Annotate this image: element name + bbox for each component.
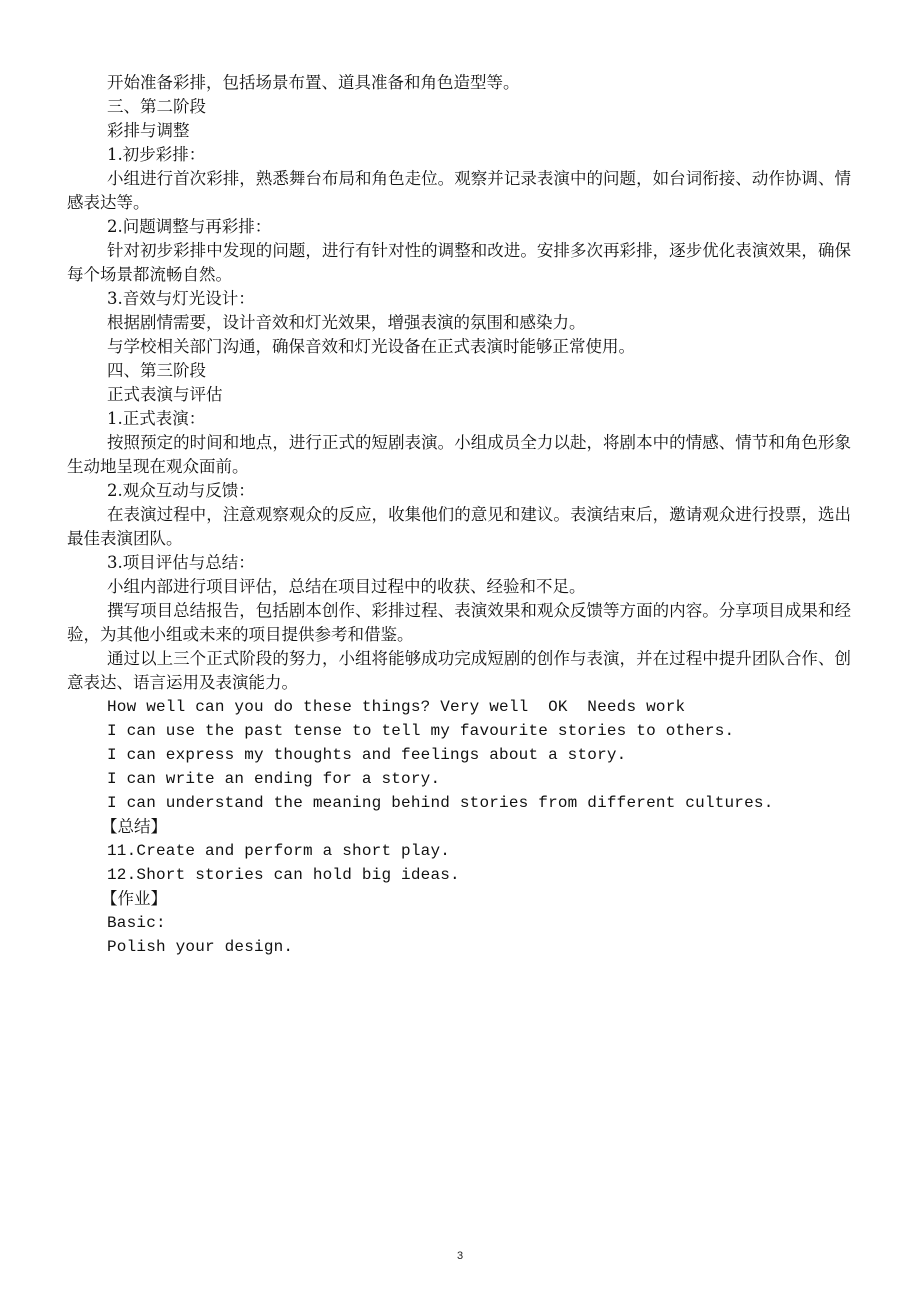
homework-heading: 【作业】 (101, 889, 167, 908)
section-heading-stage-3: 四、第三阶段 (107, 361, 206, 380)
paragraph: 针对初步彩排中发现的问题，进行有针对性的调整和改进。安排多次再彩排，逐步优化表演效果，确保每个场景都流畅自然。 (67, 241, 851, 284)
homework-task: Polish your design. (107, 938, 294, 956)
summary-item: 12.Short stories can hold big ideas. (107, 866, 460, 884)
step-heading: 1.正式表演： (107, 409, 206, 428)
step-heading: 3.音效与灯光设计： (107, 289, 255, 308)
paragraph: 小组内部进行项目评估，总结在项目过程中的收获、经验和不足。 (107, 577, 586, 596)
paragraph: 根据剧情需要，设计音效和灯光效果，增强表演的氛围和感染力。 (107, 313, 586, 332)
paragraph: 开始准备彩排，包括场景布置、道具准备和角色造型等。 (107, 73, 520, 92)
self-assessment-item: I can use the past tense to tell my favourite stories to others. (107, 722, 735, 740)
page-number: 3 (456, 1250, 464, 1262)
paragraph: 在表演过程中，注意观察观众的反应，收集他们的意见和建议。表演结束后，邀请观众进行投票，选出最佳表演团队。 (67, 505, 851, 548)
self-assessment-item: I can understand the meaning behind stories from different cultures. (107, 794, 774, 812)
paragraph: 通过以上三个正式阶段的努力，小组将能够成功完成短剧的创作与表演，并在过程中提升团队合作、创意表达、语言运用及表演能力。 (67, 649, 851, 692)
paragraph: 小组进行首次彩排，熟悉舞台布局和角色走位。观察并记录表演中的问题，如台词衔接、动作协调、情感表达等。 (67, 169, 851, 212)
self-assessment-header: How well can you do these things? Very well OK Needs work (107, 698, 686, 716)
section-subtitle: 正式表演与评估 (107, 385, 223, 404)
section-heading-stage-2: 三、第二阶段 (107, 97, 206, 116)
paragraph: 与学校相关部门沟通，确保音效和灯光设备在正式表演时能够正常使用。 (107, 337, 635, 356)
paragraph: 撰写项目总结报告，包括剧本创作、彩排过程、表演效果和观众反馈等方面的内容。分享项目成果和经验，为其他小组或未来的项目提供参考和借鉴。 (67, 601, 851, 644)
self-assessment-item: I can write an ending for a story. (107, 770, 441, 788)
homework-level: Basic: (107, 914, 166, 932)
summary-item: 11.Create and perform a short play. (107, 842, 451, 860)
step-heading: 3.项目评估与总结： (107, 553, 255, 572)
summary-heading: 【总结】 (101, 817, 167, 836)
section-subtitle: 彩排与调整 (107, 121, 190, 140)
step-heading: 1.初步彩排： (107, 145, 206, 164)
self-assessment-item: I can express my thoughts and feelings about a story. (107, 746, 627, 764)
document-body (67, 71, 851, 959)
step-heading: 2.观众互动与反馈： (107, 481, 255, 500)
paragraph: 按照预定的时间和地点，进行正式的短剧表演。小组成员全力以赴，将剧本中的情感、情节和角色形象生动地呈现在观众面前。 (67, 433, 851, 476)
step-heading: 2.问题调整与再彩排： (107, 217, 272, 236)
